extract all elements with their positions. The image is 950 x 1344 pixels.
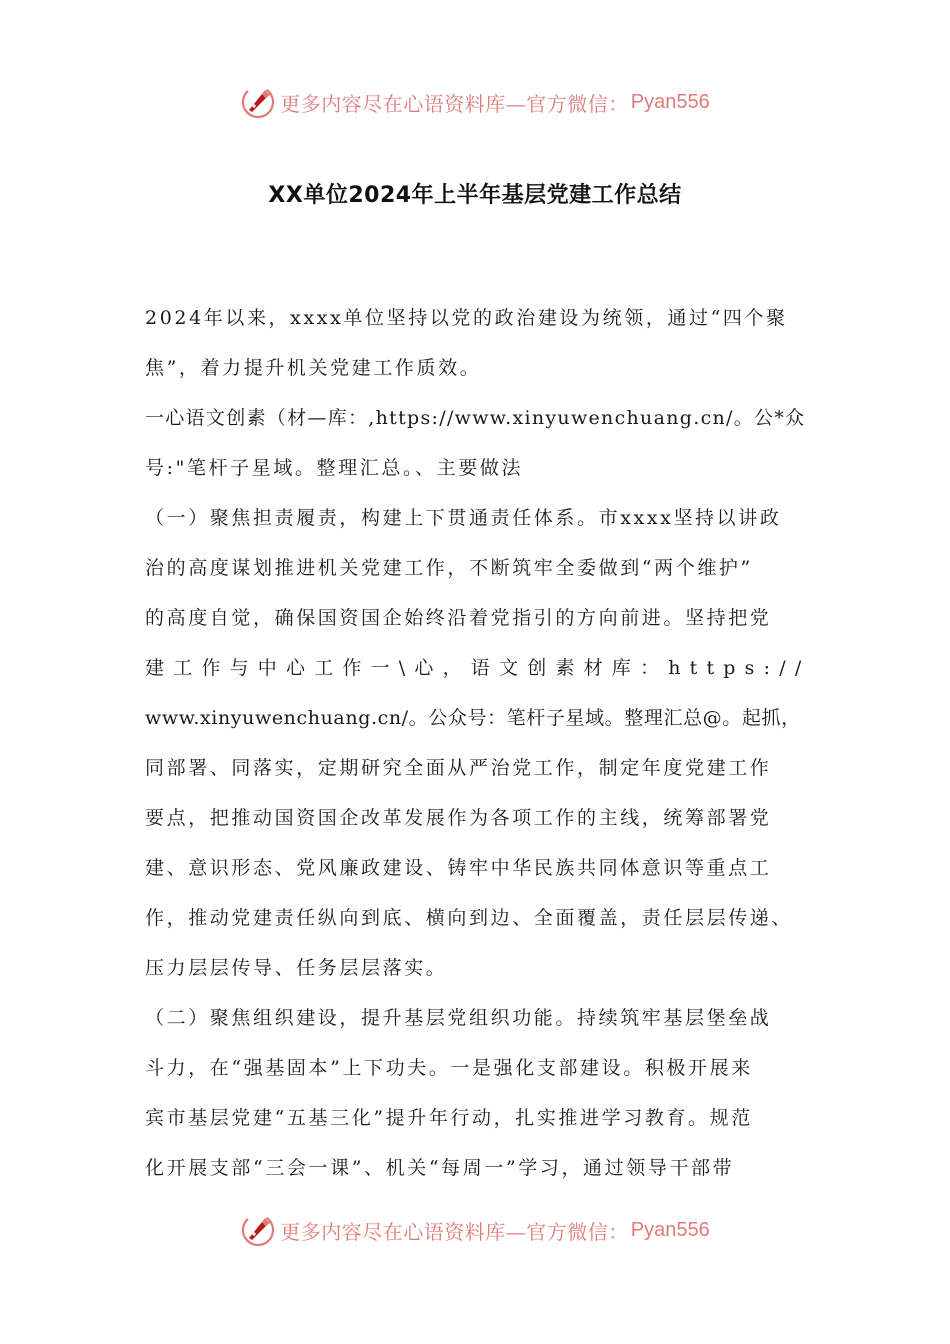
- body-line: 焦”，着力提升机关党建工作质效。: [145, 357, 482, 379]
- footer-banner: [0, 1208, 950, 1252]
- pen-nib-circle-icon: [240, 84, 276, 120]
- body-line: 斗力，在“强基固本”上下功夫。一是强化支部建设。积极开展来: [145, 1057, 753, 1079]
- body-line: 一心语文创素（材—库：,https://www.xinyuwenchuang.cn/。公*众: [145, 407, 806, 429]
- body-line: www.xinyuwenchuang.cn/。公众号：笔杆子星域。整理汇总@。起抓，: [145, 707, 801, 729]
- body-line: 治的高度谋划推进机关党建工作，不断筑牢全委做到“两个维护”: [145, 557, 753, 579]
- body-line: 宾市基层党建“五基三化”提升年行动，扎实推进学习教育。规范: [145, 1107, 753, 1129]
- banner-text: 更多内容尽在心语资料库—官方微信：: [280, 1219, 629, 1244]
- banner-text: 更多内容尽在心语资料库—官方微信：: [280, 91, 629, 116]
- banner-wechat-id: Pyan556: [630, 90, 710, 113]
- body-line: 建工作与中心工作一\心，语文创素材库：https://: [145, 657, 811, 679]
- body-line: 要点，把推动国资国企改革发展作为各项工作的主线，统筹部署党: [145, 807, 772, 829]
- body-line: （一）聚焦担责履责，构建上下贯通责任体系。市xxxx坚持以讲政: [145, 507, 782, 529]
- header-banner: [0, 80, 950, 124]
- body-line: 同部署、同落实，定期研究全面从严治党工作，制定年度党建工作: [145, 757, 772, 779]
- body-line: 2024年以来，xxxx单位坚持以党的政治建设为统领，通过“四个聚: [145, 307, 788, 329]
- body-line: 压力层层传导、任务层层落实。: [145, 957, 448, 979]
- body-line: 的高度自觉，确保国资国企始终沿着党指引的方向前进。坚持把党: [145, 607, 772, 629]
- banner-wechat-id: Pyan556: [630, 1218, 710, 1241]
- document-body: [145, 293, 810, 1193]
- body-line: 化开展支部“三会一课”、机关“每周一”学习，通过领导干部带: [145, 1157, 735, 1179]
- body-line: 号:"笔杆子星域。整理汇总。、主要做法: [145, 457, 524, 479]
- document-title: XX单位2024年上半年基层党建工作总结: [268, 183, 682, 208]
- body-line: （二）聚焦组织建设，提升基层党组织功能。持续筑牢基层堡垒战: [145, 1007, 772, 1029]
- body-line: 建、意识形态、党风廉政建设、铸牢中华民族共同体意识等重点工: [145, 857, 772, 879]
- body-line: 作，推动党建责任纵向到底、横向到边、全面覆盖，责任层层传递、: [145, 907, 794, 929]
- pen-nib-circle-icon: [240, 1212, 276, 1248]
